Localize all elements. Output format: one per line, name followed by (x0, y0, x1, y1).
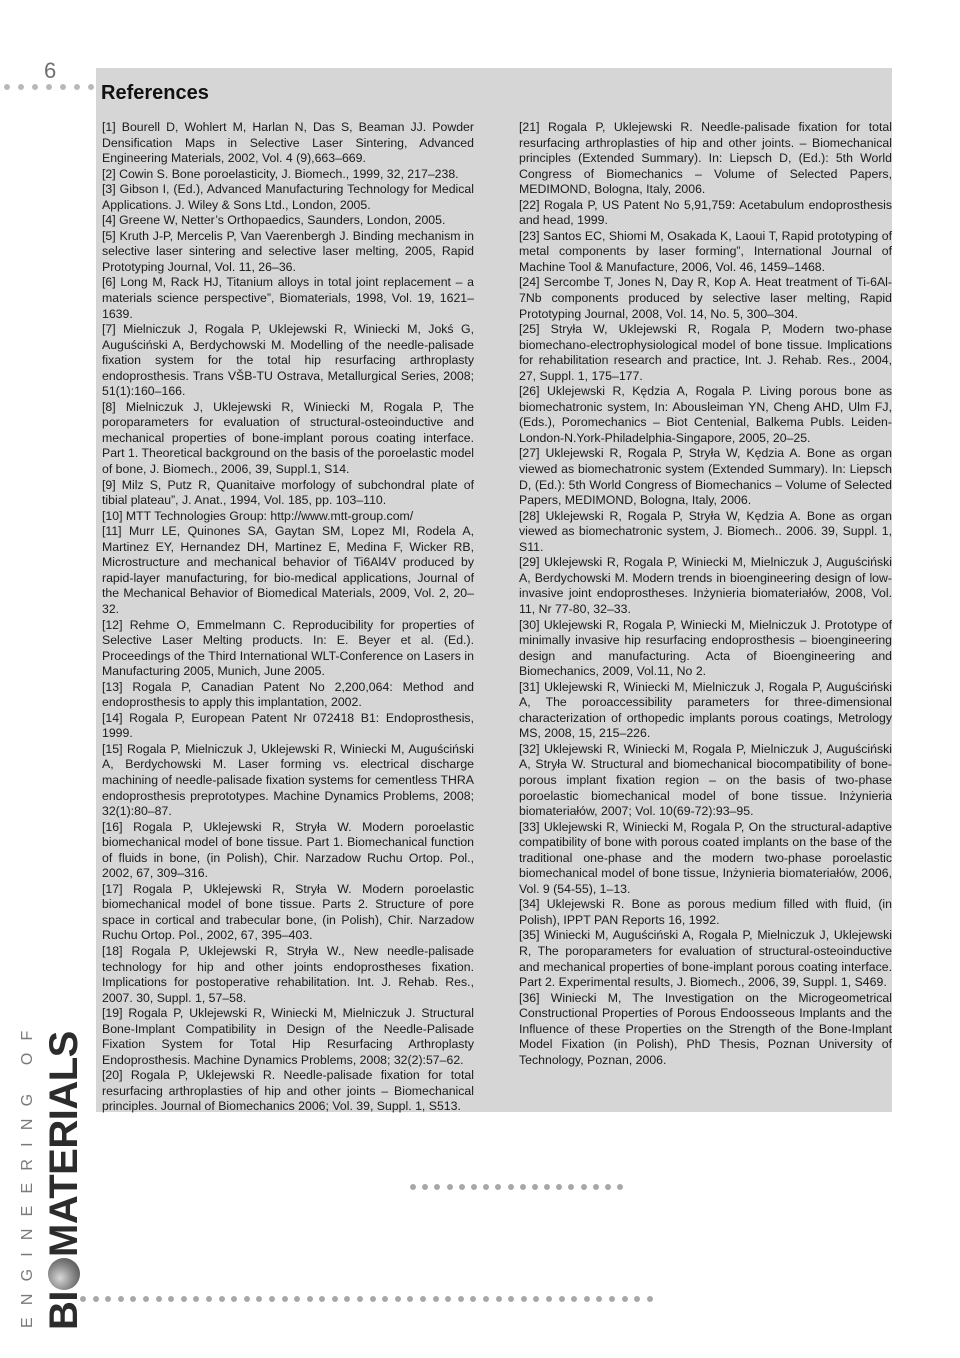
reference-item: [34] Uklejewski R. Bone as porous medium filled with fluid, (in Polish), IPPT PAN Reports 16, 1992. (519, 897, 892, 927)
reference-item: [21] Rogala P, Uklejewski R. Needle-palisade fixation for total resurfacing arthroplasties of hip and other joints. – Biomechanical principles (Extended Summary). In: Liepsch D, (Ed.): 5th World Congress of Biomechanics – Volume of Selected Papers, MEDIMOND, Bologna, Italy, 2006. (519, 120, 892, 197)
reference-item: [28] Uklejewski R, Rogala P, Stryła W, Kędzia A. Bone as organ viewed as biomechatronic system, J. Biomech.. 2006. 39, Suppl. 1, S11. (519, 508, 892, 554)
references-column-right (519, 120, 892, 1068)
references-column-left (102, 120, 474, 1115)
reference-item: [19] Rogala P, Uklejewski R, Winiecki M, Mielniczuk J. Structural Bone-Implant Compatibility in Design of the Needle-Palisade Fixation System for Total Hip Resurfacing Arthroplasty Endoprosthesis. Machine Dynamics Problems, 2008; 32(2):57–62. (102, 1006, 474, 1067)
reference-item: [14] Rogala P, European Patent Nr 072418 B1: Endoprosthesis, 1999. (102, 710, 474, 741)
reference-item: [33] Uklejewski R, Winiecki M, Rogala P, On the structural-adaptive compatibility of bone with porous coated implants on the base of the traditional one-phase and the modern two-phase poroelastic biomechanical model of bone tissue, Inżynieria biomateriałów, 2006, Vol. 9 (54-55), 1–13. (519, 819, 892, 896)
reference-item: [5] Kruth J-P, Mercelis P, Van Vaerenbergh J. Binding mechanism in selective laser sintering and selective laser melting, 2005, Rapid Prototyping Journal, Vol. 11, 26–36. (102, 228, 474, 274)
reference-item: [22] Rogala P, US Patent No 5,91,759: Acetabulum endoprosthesis and head, 1999. (519, 197, 892, 228)
reference-item: [16] Rogala P, Uklejewski R, Stryła W. Modern poroelastic biomechanical model of bone tissue. Part 1. Biomechanical function of fluids in bone, (in Polish), Chir. Narzadow Ruchu Ortop. Pol., 2002, 67, 309–316. (102, 819, 474, 881)
reference-item: [29] Uklejewski R, Rogala P, Winiecki M, Mielniczuk J, Auguściński A, Berdychowski M. Modern trends in bioengineering design of low-invasive joint endoprostheses. Inżynieria biomateriałów, 2008, Vol. 11, Nr 77-80, 32–33. (519, 555, 892, 616)
reference-item: [23] Santos EC, Shiomi M, Osakada K, Laoui T, Rapid prototyping of metal components by laser forming”, International Journal of Machine Tool & Manufacture, 2006, Vol. 46, 1459–1468. (519, 228, 892, 274)
reference-item: [9] Milz S, Putz R, Quanitaive morfology of subchondral plate of tibial plateau”, J. Anat., 1994, Vol. 185, pp. 103–110. (102, 477, 474, 508)
reference-item: [20] Rogala P, Uklejewski R. Needle-palisade fixation for total resurfacing arthroplasties of hip and other joints – Biomechanical principles. Journal of Biomechanics 2006; Vol. 39, Suppl. 1, S513. (102, 1068, 474, 1114)
reference-item: [1] Bourell D, Wohlert M, Harlan N, Das S, Beaman JJ. Powder Densification Maps in Selective Laser Sintering, Advanced Engineering Materials, 2002, Vol. 4 (9),663–669. (102, 120, 474, 166)
reference-item: [4] Greene W, Netter’s Orthopaedics, Saunders, London, 2005. (102, 213, 446, 228)
reference-item: [35] Winiecki M, Auguściński A, Rogala P, Mielniczuk J, Uklejewski R, The poroparameters for evaluation of structural-osteoinductive and mechanical properties of bone-implant porous coating interface. Part 2. Experimental results, J. Biomech., 2006, 39, Suppl. 1, S469. (519, 928, 892, 990)
reference-item: [18] Rogala P, Uklejewski R, Stryła W., New needle-palisade technology for hip and other joints endoprostheses fixation. Implications for postoperative rehabilitation. Int. J. Rehab. Res., 2007. 30, Suppl. 1, 57–58. (102, 943, 474, 1005)
reference-item: [3] Gibson I, (Ed.), Advanced Manufacturing Technology for Medical Applications. J. Wiley & Sons Ltd., London, 2005. (102, 182, 474, 212)
reference-item: [2] Cowin S. Bone poroelasticity, J. Biomech., 1999, 32, 217–238. (102, 166, 459, 181)
logo-disc-icon (48, 1258, 80, 1290)
reference-item: [7] Mielniczuk J, Rogala P, Uklejewski R, Winiecki M, Jokś G, Auguściński A, Berdychowski M. Modelling of the needle-palisade fixation system for the total hip resurfacing arthroplasty endoprosthesis. Trans VŠB-TU Ostrava, Metallurgical Series, 2008; 51(1):160–166. (102, 322, 474, 399)
reference-item: [17] Rogala P, Uklejewski R, Stryła W. Modern poroelastic biomechanical model of bone tissue. Parts 2. Structure of pore space in cortical and trabecular bone, (in Polish), Chir. Narzadow Ruchu Ortop. Pol., 2002, 67, 395–403. (102, 881, 474, 943)
reference-item: [12] Rehme O, Emmelmann C. Reproducibility for properties of Selective Laser Melting products. In: E. Beyer et al. (Ed.). Proceedings of the Third International WLT-Conference on Lasers in Manufacturing 2005, Munich, June 2005. (102, 617, 474, 679)
journal-series-label: ENGINEERING OF (19, 1018, 36, 1328)
reference-item: [15] Rogala P, Mielniczuk J, Uklejewski R, Winiecki M, Auguściński A, Berdychowski M. Laser forming vs. electrical discharge machining of needle-palisade fixation systems for cementless THRA endoprosthesis preprototypes. Machine Dynamics Problems, 2008; 32(1):80–87. (102, 741, 474, 819)
reference-item: [13] Rogala P, Canadian Patent No 2,200,064: Method and endoprosthesis to apply this implantation, 2002. (102, 679, 474, 710)
reference-item: [25] Stryła W, Uklejewski R, Rogala P, Modern two-phase biomechano-electrophysiological model of bone tissue. Implications for rehabilitation research and practice, Int. J. Rehab. Res., 2004, 27, Suppl. 1, 175–177. (519, 322, 892, 383)
logo-prefix: BI (42, 1291, 86, 1330)
section-heading: References (101, 82, 209, 104)
reference-item: [24] Sercombe T, Jones N, Day R, Kop A. Heat treatment of Ti-6Al-7Nb components produced by selective laser melting, Rapid Prototyping Journal, 2008, Vol. 14, No. 5, 300–304. (519, 275, 892, 321)
reference-item: [10] MTT Technologies Group: http://www.mtt-group.com/ (102, 508, 414, 523)
reference-item: [30] Uklejewski R, Rogala P, Winiecki M, Mielniczuk J. Prototype of minimally invasive hip resurfacing endoprosthesis – bioengineering design and manufacturing. Acta of Bioengineering and Biomechanics, 2009, Vol.11, No 2. (519, 617, 892, 679)
reference-item: [27] Uklejewski R, Rogala P, Stryła W, Kędzia A. Bone as organ viewed as biomechatronic system (Extended Summary). In: Liepsch D, (Ed.): 5th World Congress of Biomechanics – Volume of Selected Papers, MEDIMOND, Bologna, Italy, 2006. (519, 446, 892, 508)
reference-item: [6] Long M, Rack HJ, Titanium alloys in total joint replacement – a materials science perspective”, Biomaterials, 1998, Vol. 19, 1621–1639. (102, 275, 474, 321)
reference-item: [36] Winiecki M, The Investigation on the Microgeometrical Constructional Properties of Porous Endoosseous Implants and the Influence of these Properties on the Strength of the Bone-Implant Model Fixation (in Polish), PhD Thesis, Poznan University of Technology, Poznan, 2006. (519, 990, 892, 1067)
reference-item: [8] Mielniczuk J, Uklejewski R, Winiecki M, Rogala P, The poroparameters for evaluation of structural-osteoinductive and mechanical properties of bone-implant porous coating interface. Part 1. Theoretical background on the basis of the poroelastic model of bone, J. Biomech., 2006, 39, Suppl.1, S14. (102, 399, 474, 477)
reference-item: [26] Uklejewski R, Kędzia A, Rogala P. Living porous bone as biomechatronic system, In: Abousleiman YN, Cheng AHD, Ulm FJ, (Eds.), Poromechanics – Biot Centenial, Balkema Publs. Leiden-London-N.York-Philadelphia-Singapore, 2005, 20–25. (519, 384, 892, 445)
journal-logo (42, 1031, 87, 1330)
decorative-dots-bottom (80, 1296, 653, 1302)
page-number: 6 (44, 58, 57, 83)
reference-item: [11] Murr LE, Quinones SA, Gaytan SM, Lopez MI, Rodela A, Martinez EY, Hernandez DH, Martinez E, Medina F, Wicker RB, Microstructure and mechanical behavior of Ti6Al4V produced by rapid-layer manufacturing, for bio-medical applications, Journal of the Mechanical Behavior of Biomedical Materials, 2009, Vol. 2, 20–32. (102, 524, 474, 616)
decorative-dots-middle (410, 1184, 623, 1190)
logo-suffix: MATERIALS (42, 1031, 86, 1257)
reference-item: [31] Uklejewski R, Winiecki M, Mielniczuk J, Rogala P, Auguściński A, The poroaccessibility parameters for three-dimensional characterization of orthopedic implants porous coatings, Metrology MS, 2008, 15, 215–226. (519, 679, 892, 741)
reference-item: [32] Uklejewski R, Winiecki M, Rogala P, Mielniczuk J, Auguściński A, Stryła W. Structural and biomechanical biocompatibility of bone-porous implant fixation region – on the basis of two-phase poroelastic biomechanical model of bone tissue. Inżynieria biomateriałów, 2007; Vol. 10(69-72):93–95. (519, 741, 892, 819)
